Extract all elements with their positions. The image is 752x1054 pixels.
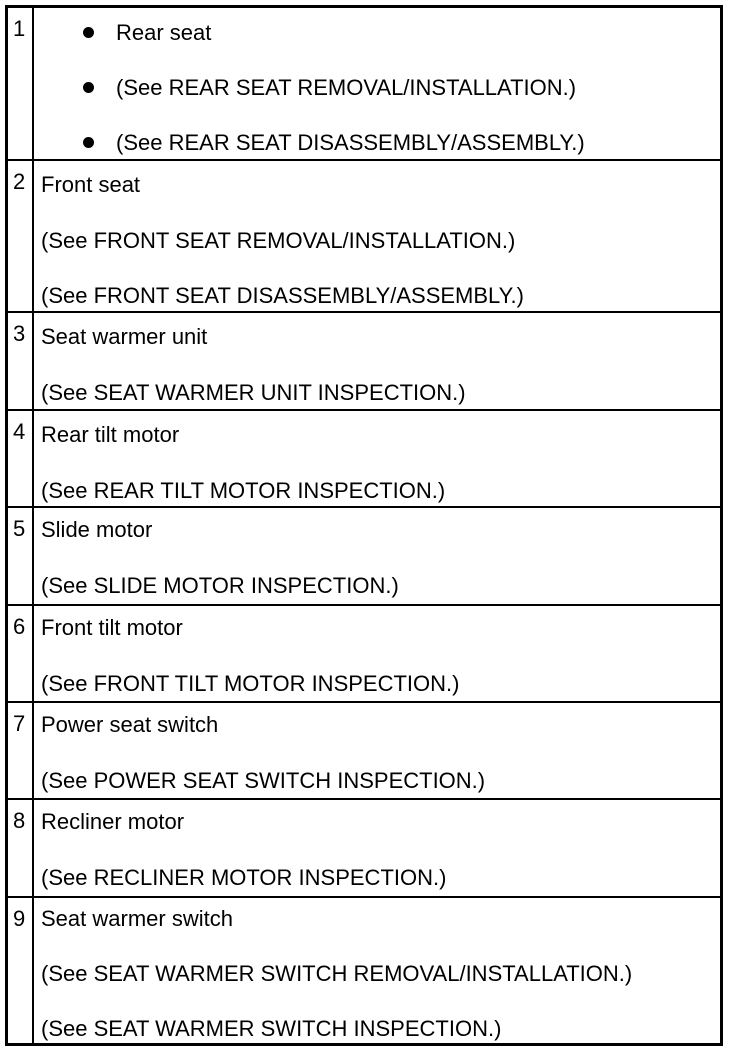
parts-table [5, 5, 723, 1046]
item-title: Rear seat [116, 20, 212, 45]
row-number: 1 [8, 8, 34, 159]
reference-link[interactable]: (See RECLINER MOTOR INSPECTION.) [41, 865, 447, 890]
row-number: 7 [8, 703, 34, 798]
row-number: 8 [8, 800, 34, 896]
list-item [83, 132, 585, 154]
reference-link[interactable]: (See SEAT WARMER UNIT INSPECTION.) [41, 380, 466, 405]
table-row [8, 508, 720, 606]
row-number: 4 [8, 411, 34, 506]
item-title: Front seat [41, 172, 141, 197]
row-number: 5 [8, 508, 34, 604]
reference-link[interactable]: (See SEAT WARMER SWITCH REMOVAL/INSTALLATION.) [41, 961, 633, 986]
reference-link[interactable]: (See REAR SEAT DISASSEMBLY/ASSEMBLY.) [116, 130, 585, 155]
table-row [8, 606, 720, 703]
list-item [83, 22, 211, 44]
item-title: Seat warmer switch [41, 906, 233, 931]
list-item [83, 77, 576, 99]
table-row [8, 411, 720, 508]
reference-link[interactable]: (See FRONT TILT MOTOR INSPECTION.) [41, 671, 460, 696]
table-row [8, 313, 720, 411]
reference-link[interactable]: (See FRONT SEAT DISASSEMBLY/ASSEMBLY.) [41, 283, 524, 308]
bullet-icon [83, 137, 94, 148]
item-title: Front tilt motor [41, 615, 183, 640]
item-title: Slide motor [41, 517, 153, 542]
reference-link[interactable]: (See POWER SEAT SWITCH INSPECTION.) [41, 768, 486, 793]
reference-link[interactable]: (See FRONT SEAT REMOVAL/INSTALLATION.) [41, 228, 516, 253]
item-title: Recliner motor [41, 809, 185, 834]
item-title: Rear tilt motor [41, 422, 180, 447]
reference-link[interactable]: (See SLIDE MOTOR INSPECTION.) [41, 573, 399, 598]
row-number: 9 [8, 898, 34, 1043]
table-row [8, 161, 720, 313]
item-title: Seat warmer unit [41, 324, 208, 349]
row-number: 6 [8, 606, 34, 701]
table-row [8, 703, 720, 800]
row-number: 3 [8, 313, 34, 409]
table-row [8, 898, 720, 1043]
item-title: Power seat switch [41, 712, 219, 737]
bullet-icon [83, 27, 94, 38]
bullet-icon [83, 82, 94, 93]
row-number: 2 [8, 161, 34, 311]
reference-link[interactable]: (See SEAT WARMER SWITCH INSPECTION.) [41, 1016, 502, 1041]
table-row [8, 8, 720, 161]
reference-link[interactable]: (See REAR SEAT REMOVAL/INSTALLATION.) [116, 75, 577, 100]
reference-link[interactable]: (See REAR TILT MOTOR INSPECTION.) [41, 478, 446, 503]
table-row [8, 800, 720, 898]
